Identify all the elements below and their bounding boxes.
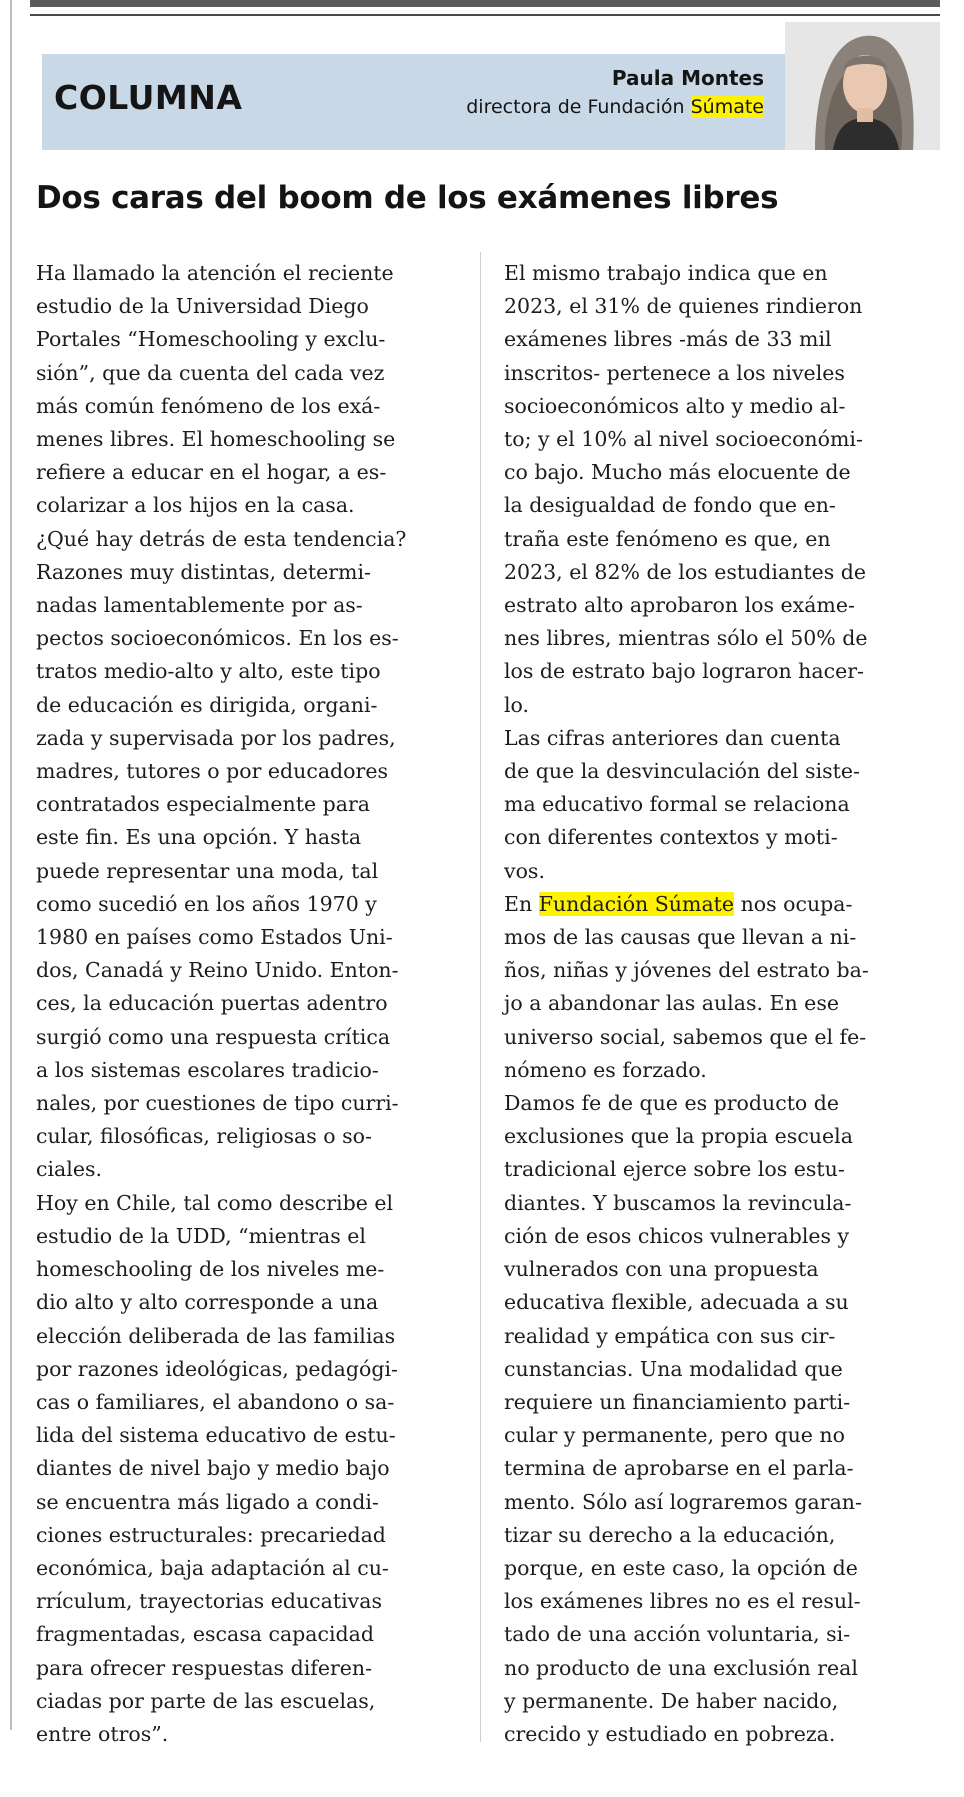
text-line: cas o familiares, el abandono o sa- — [36, 1389, 395, 1414]
text-line: los de estrato bajo lograron hacer- — [504, 659, 864, 684]
text-line: la desigualdad de fondo que en- — [504, 493, 836, 518]
text-line: educativa flexible, adecuada a su — [504, 1290, 849, 1315]
text-line: socioeconómicos alto y medio al- — [504, 393, 846, 418]
text-line: traña este fenómeno es que, en — [504, 526, 831, 551]
text-line: mento. Sólo así lograremos garan- — [504, 1489, 862, 1514]
text-line: termina de aprobarse en el parla- — [504, 1456, 854, 1481]
text-line: elección deliberada de las familias — [36, 1323, 396, 1348]
text-line: 2023, el 82% de los estudiantes de — [504, 559, 867, 584]
text-line-highlight — [504, 888, 934, 921]
text-line: cular y permanente, pero que no — [504, 1423, 845, 1448]
text-line: ma educativo formal se relaciona — [504, 792, 850, 817]
column-divider — [480, 252, 481, 1742]
text-line: contratados especialmente para — [36, 792, 370, 817]
text-line: vos. — [504, 858, 545, 883]
text-line: puede representar una moda, tal — [36, 858, 379, 883]
text-line: de que la desvinculación del siste- — [504, 759, 860, 784]
text-line: porque, en este caso, la opción de — [504, 1555, 858, 1580]
text-line: económica, baja adaptación al cu- — [36, 1555, 389, 1580]
text-line: ces, la educación puertas adentro — [36, 991, 388, 1016]
text-line: estudio de la Universidad Diego — [36, 294, 369, 319]
text-line: Razones muy distintas, determi- — [36, 559, 371, 584]
text-line: vulnerados con una propuesta — [504, 1257, 819, 1282]
text-line: zada y supervisada por los padres, — [36, 725, 396, 750]
text-line: crecido y estudiado en pobreza. — [504, 1721, 836, 1746]
text-line: este fin. Es una opción. Y hasta — [36, 825, 362, 850]
text-line: 2023, el 31% de quienes rindieron — [504, 294, 863, 319]
text-line: cunstancias. Una modalidad que — [504, 1356, 843, 1381]
author-role-prefix: directora de Fundación — [466, 96, 691, 118]
text-line: fragmentadas, escasa capacidad — [36, 1622, 375, 1647]
text-line: de educación es dirigida, organi- — [36, 692, 378, 717]
text-line: dio alto y alto corresponde a una — [36, 1290, 379, 1315]
text-line: El mismo trabajo indica que en — [504, 261, 828, 285]
text-line: jo a abandonar las aulas. En ese — [504, 991, 839, 1016]
top-rule-thin — [30, 14, 940, 16]
text-line: ¿Qué hay detrás de esta tendencia? — [36, 526, 407, 551]
text-line: ciones estructurales: precariedad — [36, 1522, 386, 1547]
text-line: para ofrecer respuestas diferen- — [36, 1655, 373, 1680]
section-kicker: COLUMNA — [54, 78, 243, 117]
text-line: estrato alto aprobaron los exáme- — [504, 593, 855, 618]
text-line: inscritos- pertenece a los niveles — [504, 360, 845, 385]
text-line: nómeno es forzado. — [504, 1057, 707, 1082]
text-line: Hoy en Chile, tal como describe el — [36, 1190, 394, 1215]
text-line: diantes. Y buscamos la revincula- — [504, 1190, 852, 1215]
article-headline: Dos caras del boom de los exámenes libres — [36, 180, 779, 216]
text-line: como sucedió en los años 1970 y — [36, 891, 377, 916]
text-line: realidad y empática con sus cir- — [504, 1323, 836, 1348]
text-line: estudio de la UDD, “mientras el — [36, 1223, 366, 1248]
text-line: con diferentes contextos y moti- — [504, 825, 838, 850]
top-rule — [30, 0, 940, 7]
text-line: tradicional ejerce sobre los estu- — [504, 1157, 845, 1182]
article-column-left — [36, 257, 450, 1751]
highlight-line-before: En — [504, 891, 539, 916]
text-line: por razones ideológicas, pedagógi- — [36, 1356, 398, 1381]
text-line: cular, filosóficas, religiosas o so- — [36, 1124, 372, 1149]
text-line: ños, niñas y jóvenes del estrato ba- — [504, 958, 869, 983]
text-line: ciadas por parte de las escuelas, — [36, 1688, 376, 1713]
text-line: universo social, sabemos que el fe- — [504, 1024, 867, 1049]
text-line: los exámenes libres no es el resul- — [504, 1589, 861, 1614]
left-margin-rule — [10, 0, 12, 1730]
text-line: tratos medio-alto y alto, este tipo — [36, 659, 381, 684]
text-line: ciales. — [36, 1157, 102, 1182]
text-line: ción de esos chicos vulnerables y — [504, 1223, 850, 1248]
author-portrait — [785, 22, 940, 150]
text-line: madres, tutores o por educadores — [36, 759, 388, 784]
text-line: mos de las causas que llevan a ni- — [504, 925, 857, 950]
text-line: diantes de nivel bajo y medio bajo — [36, 1456, 390, 1481]
text-line: Las cifras anteriores dan cuenta — [504, 725, 841, 750]
text-line: menes libres. El homeschooling se — [36, 427, 396, 452]
text-line: to; y el 10% al nivel socioeconómi- — [504, 427, 863, 452]
text-line: homeschooling de los niveles me- — [36, 1257, 385, 1282]
text-line: tado de una acción voluntaria, si- — [504, 1622, 851, 1647]
text-line: exclusiones que la propia escuela — [504, 1124, 853, 1149]
text-line: Portales “Homeschooling y exclu- — [36, 327, 386, 352]
text-line: Damos fe de que es producto de — [504, 1091, 840, 1116]
text-line: dos, Canadá y Reino Unido. Enton- — [36, 958, 399, 983]
text-line: co bajo. Mucho más elocuente de — [504, 460, 851, 485]
author-role-highlight: Súmate — [690, 96, 764, 118]
foundation-highlight: Fundación Súmate — [538, 891, 735, 916]
text-line: nadas lamentablemente por as- — [36, 593, 363, 618]
text-line: nes libres, mientras sólo el 50% de — [504, 626, 868, 651]
text-line: exámenes libres -más de 33 mil — [504, 327, 832, 352]
article-column-right — [504, 257, 934, 1751]
text-line: 1980 en países como Estados Uni- — [36, 925, 393, 950]
author-name: Paula Montes — [611, 66, 764, 90]
highlight-line-after: nos ocupa- — [734, 891, 853, 916]
text-line: tizar su derecho a la educación, — [504, 1522, 836, 1547]
author-role — [466, 96, 764, 118]
text-line: y permanente. De haber nacido, — [504, 1688, 839, 1713]
text-line: Ha llamado la atención el reciente — [36, 261, 394, 285]
text-line: rrículum, trayectorias educativas — [36, 1589, 382, 1614]
text-line: pectos socioeconómicos. En los es- — [36, 626, 399, 651]
text-line: nales, por cuestiones de tipo curri- — [36, 1091, 399, 1116]
text-line: colarizar a los hijos en la casa. — [36, 493, 355, 518]
text-line: más común fenómeno de los exá- — [36, 393, 381, 418]
text-line: requiere un financiamiento parti- — [504, 1389, 851, 1414]
text-line: a los sistemas escolares tradicio- — [36, 1057, 379, 1082]
text-line: refiere a educar en el hogar, a es- — [36, 460, 387, 485]
text-line: surgió como una respuesta crítica — [36, 1024, 391, 1049]
text-line: lida del sistema educativo de estu- — [36, 1423, 396, 1448]
text-line: no producto de una exclusión real — [504, 1655, 858, 1680]
text-line: se encuentra más ligado a condi- — [36, 1489, 379, 1514]
text-line: lo. — [504, 692, 530, 717]
text-line: entre otros”. — [36, 1721, 169, 1746]
text-line: sión”, que da cuenta del cada vez — [36, 360, 385, 385]
